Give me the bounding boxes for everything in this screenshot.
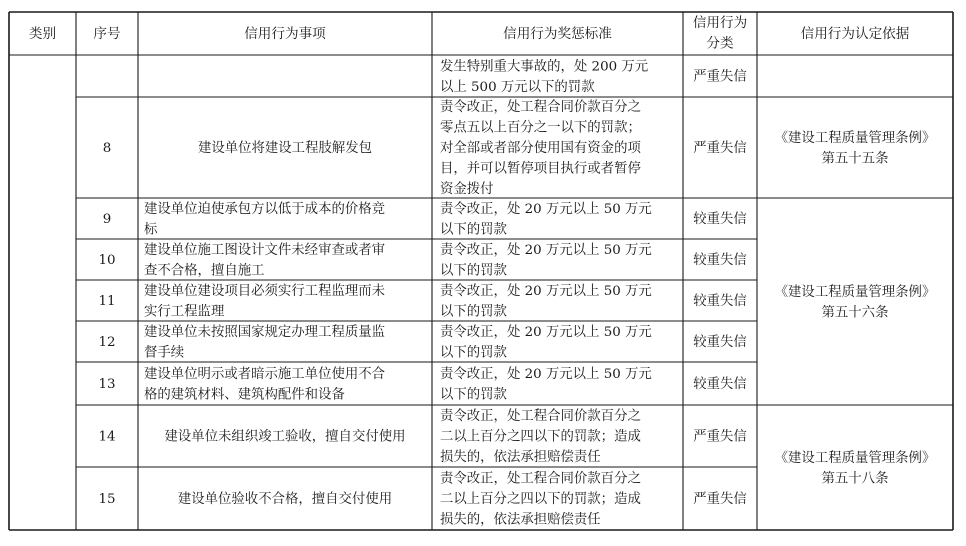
row-classification: 严重失信 [693, 69, 747, 85]
row-standard: 以下的罚款 [440, 222, 507, 238]
row-standard: 对全部或者部分使用国有资金的项 [440, 141, 641, 157]
basis-text: 《建设工程质量管理条例》 [774, 284, 936, 300]
row-standard: 零点五以上百分之一以下的罚款； [440, 120, 641, 136]
row-number: 13 [98, 377, 116, 393]
basis-text: 《建设工程质量管理条例》 [774, 130, 936, 146]
row-standard: 责令改正，处工程合同价款百分之 [440, 409, 641, 425]
row-standard: 以下的罚款 [440, 345, 507, 361]
header-classification: 信用行为 [692, 14, 748, 31]
header-classification: 分类 [706, 35, 734, 52]
header-number: 序号 [93, 26, 121, 43]
row-item: 建设单位未按照国家规定办理工程质量监 [144, 324, 386, 340]
row-number: 9 [102, 212, 112, 228]
row-item: 查不合格，擅自施工 [144, 263, 265, 279]
header-category: 类别 [28, 26, 57, 43]
row-classification: 严重失信 [693, 141, 747, 157]
row-item: 建设单位施工图设计文件未经审查或者审 [144, 242, 386, 258]
row-item: 格的建筑材料、建筑构配件和设备 [144, 387, 345, 403]
row-classification: 较重失信 [693, 377, 747, 393]
row-classification: 较重失信 [693, 294, 747, 310]
row-standard: 以下的罚款 [440, 263, 507, 279]
row-item: 建设单位建设项目必须实行工程监理而未 [144, 283, 386, 299]
row-standard: 责令改正，处工程合同价款百分之 [440, 100, 641, 116]
row-item: 督手续 [144, 345, 185, 361]
row-standard: 二以上百分之四以下的罚款；造成 [440, 429, 641, 445]
row-standard: 责令改正，处工程合同价款百分之 [440, 471, 641, 487]
header-standard: 信用行为奖惩标准 [503, 26, 612, 43]
row-item: 建设单位明示或者暗示施工单位使用不合 [144, 366, 386, 382]
row-number: 8 [102, 141, 112, 157]
row-standard: 二以上百分之四以下的罚款；造成 [440, 492, 641, 508]
row-standard: 责令改正，处 20 万元以上 50 万元 [440, 242, 652, 258]
row-item: 建设单位验收不合格，擅自交付使用 [177, 492, 393, 508]
row-item: 建设单位迫使承包方以低于成本的价格竞 [144, 201, 386, 217]
row-standard: 资金拨付 [440, 182, 494, 198]
header-basis: 信用行为认定依据 [800, 26, 910, 43]
row-number: 14 [98, 429, 116, 445]
table-cells [29, 14, 935, 528]
header-item: 信用行为事项 [244, 26, 326, 43]
row-standard: 目，并可以暂停项目执行或者暂停 [440, 161, 641, 177]
row-item: 建设单位未组织竣工验收，擅自交付使用 [164, 429, 406, 445]
row-classification: 较重失信 [693, 335, 747, 351]
row-standard: 以下的罚款 [440, 387, 507, 403]
row-number: 11 [98, 294, 116, 310]
row-standard: 损失的，依法承担赔偿责任 [440, 512, 601, 528]
row-standard: 以下的罚款 [440, 304, 507, 320]
row-standard: 责令改正，处 20 万元以上 50 万元 [440, 324, 652, 340]
basis-text: 第五十八条 [821, 471, 889, 487]
row-standard: 发生特别重大事故的，处 200 万元 [440, 59, 649, 75]
row-item: 实行工程监理 [144, 304, 225, 320]
basis-text: 第五十六条 [821, 305, 889, 321]
row-number: 12 [98, 335, 116, 351]
row-classification: 较重失信 [693, 212, 747, 228]
row-classification: 严重失信 [693, 492, 747, 508]
row-item: 建设单位将建设工程肢解发包 [197, 141, 373, 157]
row-standard: 责令改正，处 20 万元以上 50 万元 [440, 366, 652, 382]
basis-text: 第五十五条 [821, 151, 889, 167]
basis-text: 《建设工程质量管理条例》 [774, 450, 936, 466]
row-standard: 责令改正，处 20 万元以上 50 万元 [440, 283, 652, 299]
row-classification: 较重失信 [693, 253, 747, 269]
row-standard: 责令改正，处 20 万元以上 50 万元 [440, 201, 652, 217]
row-number: 10 [98, 253, 116, 269]
row-classification: 严重失信 [693, 429, 747, 445]
row-item: 标 [144, 222, 158, 238]
row-standard: 以上 500 万元以下的罚款 [440, 79, 595, 95]
row-number: 15 [98, 492, 116, 508]
row-standard: 损失的，依法承担赔偿责任 [440, 450, 601, 466]
